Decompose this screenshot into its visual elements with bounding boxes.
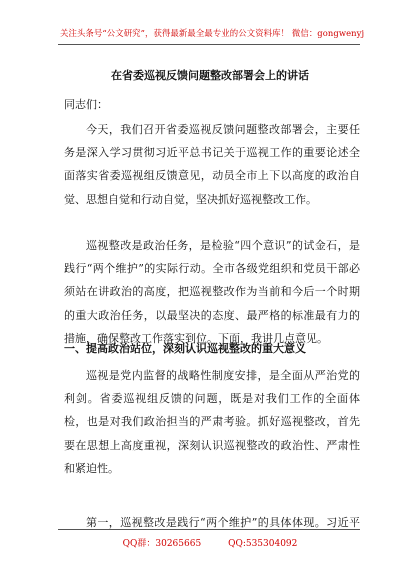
footer-qq: QQ:535304092 bbox=[228, 539, 298, 549]
paragraph-3: 巡视是党内监督的战略性制度安排，是全面从严治党的利剑。省委巡视组反馈的问题，既是对我们工作的全面体检，也是对我们政治担当的严肃考验。抓好巡视整改，首先要在思想上高度重视，深刻认识巡视整改的政治性、严肃性和紧迫性。 bbox=[64, 369, 360, 475]
footer bbox=[60, 536, 360, 549]
header-banner: 关注头条号“公文研究”，获得最新最全最专业的公文资料库！ 微信：gongwenyj bbox=[60, 28, 365, 38]
footer-divider bbox=[58, 529, 360, 530]
paragraph-2: 巡视整改是政治任务，是检验“四个意识”的试金石，是践行“两个维护”的实际行动。全市各级党组织和党员干部必须站在讲政治的高度，把巡视整改作为当前和今后一个时期的重大政治任务，以最坚决的态度、最严格的标准最有力的措施，确保整改工作落实到位。下面，我讲几点意见。 bbox=[64, 239, 360, 345]
footer-qq-group: QQ群：30265665 bbox=[122, 539, 202, 549]
paragraph-4: 第一，巡视整改是践行“两个维护”的具体体现。习近平 bbox=[86, 516, 360, 529]
salutation: 同志们： bbox=[64, 98, 108, 111]
header-divider bbox=[58, 44, 360, 45]
document-title: 在省委巡视反馈问题整改部署会上的讲话 bbox=[111, 69, 309, 82]
section-heading: 一、提高政治站位，深刻认识巡视整改的重大意义 bbox=[64, 342, 306, 355]
paragraph-1: 今天，我们召开省委巡视反馈问题整改部署会，主要任务是深入学习贯彻习近平总书记关于巡视工作的重要论述全面落实省委巡视组反馈意见，动员全市上下以高度的政治自觉、思想自觉和行动自觉，坚决抓好巡视整改工作。 bbox=[64, 123, 360, 206]
